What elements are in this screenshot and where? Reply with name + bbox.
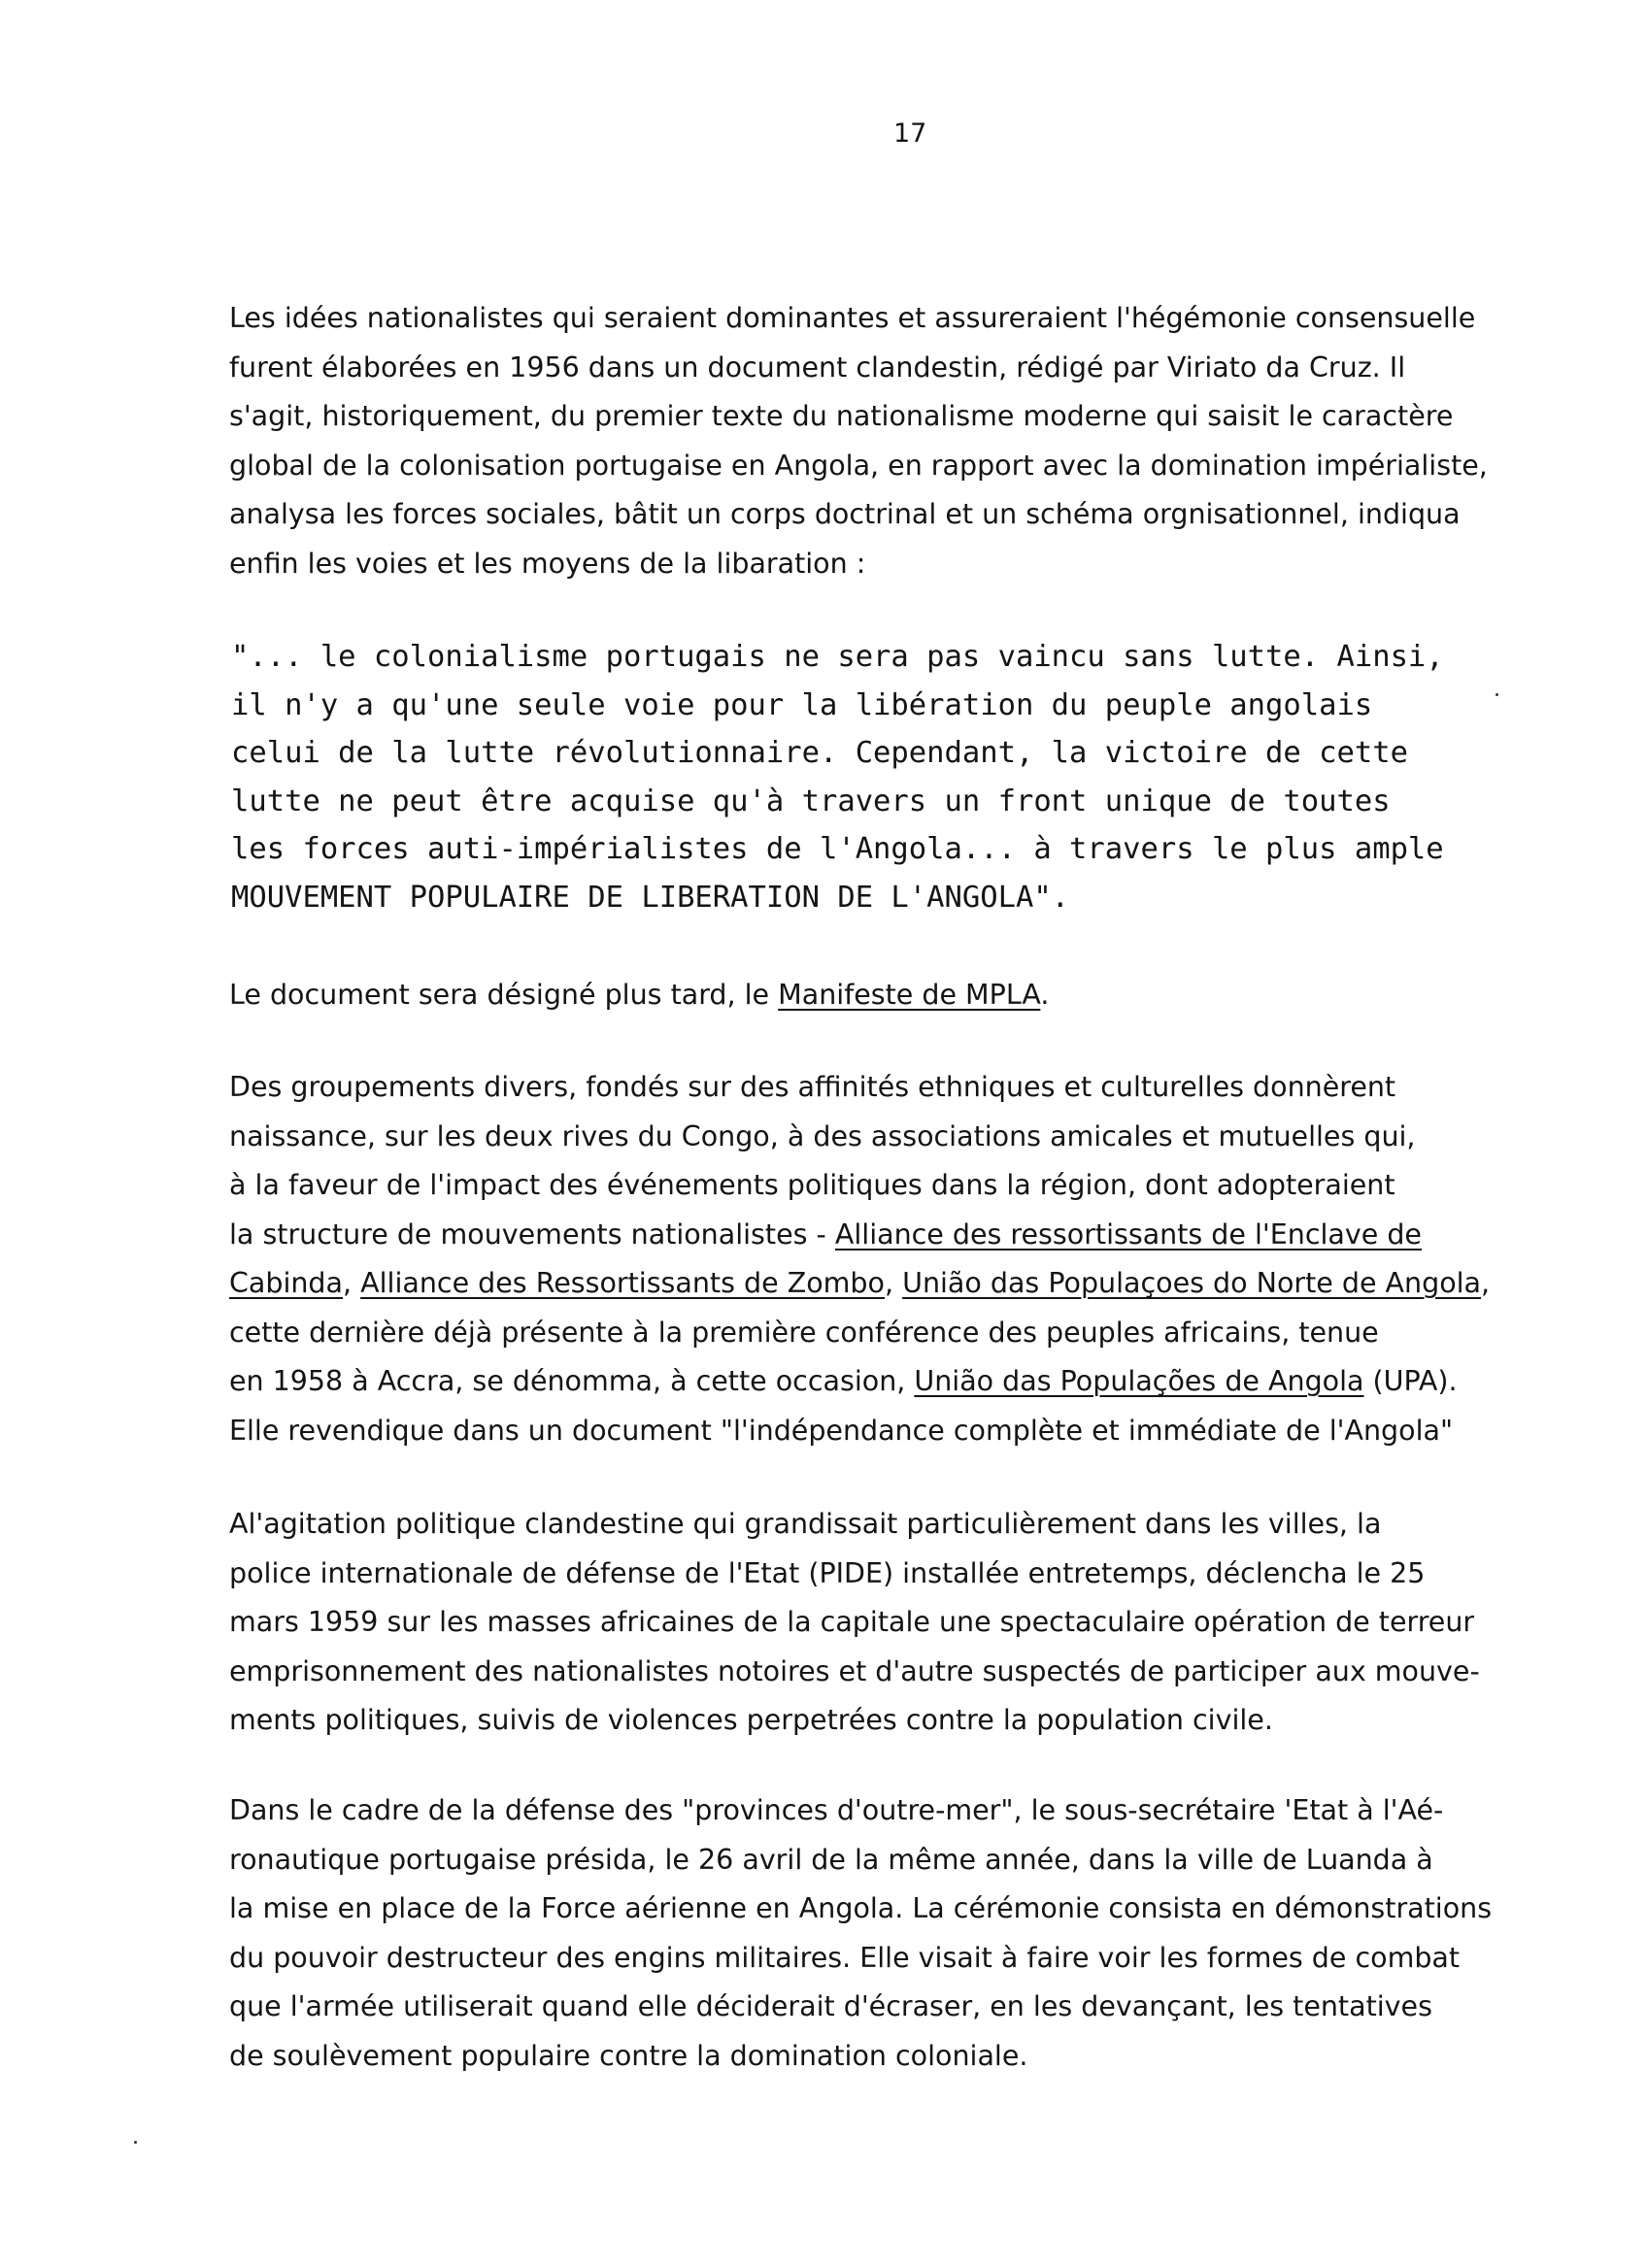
manifesto-quote [231,633,1591,921]
text-line [229,971,1579,1020]
scan-speck [134,2141,137,2144]
text-line: naissance, sur les deux rives du Congo, à des associations amicales et mutuelles qui, [229,1119,1416,1152]
quote-line: lutte ne peut être acquise qu'à travers un front unique de toutes [231,784,1391,818]
text-line: Des groupements divers, fondés sur des affinités ethniques et culturelles donnèrent [229,1071,1396,1103]
text-line: de soulèvement populaire contre la domination coloniale. [229,2039,1028,2072]
text-line: emprisonnement des nationalistes notoires et d'autre suspectés de participer aux mouve- [229,1654,1480,1687]
underlined-alliance-zombo: Alliance des Ressortissants de Zombo [360,1267,885,1299]
paragraph-groupements [229,1063,1579,1455]
paragraph-force-aerienne [229,1786,1579,2081]
text-line: ments politiques, suivis de violences perpetrées contre la population civile. [229,1704,1273,1736]
paragraph-pide [229,1500,1579,1746]
quote-line: celui de la lutte révolutionnaire. Cependant, la victoire de cette [231,736,1408,770]
text-fragment: , [1481,1267,1491,1299]
quote-line: MOUVEMENT POPULAIRE DE LIBERATION DE L'ANGOLA". [231,880,1070,915]
text-fragment: la structure de mouvements nationalistes - [229,1217,835,1251]
text-line: Dans le cadre de la défense des "provinces d'outre-mer", le sous-secrétaire 'Etat à l'Aé- [229,1794,1444,1826]
text-fragment: Le document sera désigné plus tard, le [229,979,779,1011]
text-line: Les idées nationalistes qui seraient dominantes et assureraient l'hégémonie consensuelle [229,302,1476,334]
text-line: ronautique portugaise présida, le 26 avril de la même année, dans la ville de Luanda à [229,1843,1433,1876]
paragraph-nationalist-ideas [229,294,1579,588]
text-line: analysa les forces sociales, bâtit un corps doctrinal et un schéma orgnisationnel, indiqua [229,498,1461,530]
text-line: Al'agitation politique clandestine qui grandissait particulièrement dans les villes, la [229,1508,1382,1540]
text-line [229,1357,1579,1407]
quote-line: "... le colonialisme portugais ne sera pas vaincu sans lutte. Ainsi, [231,640,1444,674]
text-fragment: . [1040,979,1050,1011]
text-fragment: , [884,1267,903,1299]
text-line [229,1259,1579,1309]
scan-speck [1496,693,1498,696]
text-line: global de la colonisation portugaise en Angola, en rapport avec la domination impérialiste, [229,449,1488,482]
text-line: du pouvoir destructeur des engins militaires. Elle visait à faire voir les formes de combat [229,1941,1461,1974]
text-line: police internationale de défense de l'Etat (PIDE) installée entretemps, déclencha le 25 [229,1556,1426,1589]
text-fragment: en 1958 à Accra, se dénomma, à cette occasion, [229,1365,915,1397]
underlined-upa: União das Populações de Angola [914,1365,1364,1397]
text-line: que l'armée utiliserait quand elle déciderait d'écraser, en les devançant, les tentatives [229,1990,1432,2022]
underlined-cabinda: Cabinda [229,1267,343,1299]
text-line: à la faveur de l'impact des événements politiques dans la région, dont adopteraient [229,1169,1395,1201]
underlined-upna: União das Populaçoes do Norte de Angola [902,1267,1482,1299]
text-fragment: , [343,1267,361,1299]
text-line: s'agit, historiquement, du premier texte du nationalisme moderne qui saisit le caractère [229,400,1454,432]
underlined-alliance-cabinda: Alliance des ressortissants de l'Enclave de [834,1217,1422,1251]
text-line: furent élaborées en 1956 dans un document clandestin, rédigé par Viriato da Cruz. Il [229,350,1406,384]
quote-line: les forces auti-impérialistes de l'Angola... à travers le plus ample [231,832,1444,866]
page-number: 17 [893,118,927,149]
text-line: mars 1959 sur les masses africaines de la capitale une spectaculaire opération de terreur [229,1606,1475,1638]
quote-line: il n'y a qu'une seule voie pour la libération du peuple angolais [231,687,1373,722]
paragraph-manifesto [229,971,1579,1020]
text-line: cette dernière déjà présente à la première conférence des peuples africains, tenue [229,1316,1379,1349]
text-fragment: (UPA). [1363,1365,1458,1397]
underlined-title-manifeste: Manifeste de MPLA [778,979,1041,1011]
text-line: enfin les voies et les moyens de la libaration : [229,547,866,580]
text-line [229,1211,1579,1260]
text-line: Elle revendique dans un document "l'indépendance complète et immédiate de l'Angola" [229,1414,1454,1447]
text-line: la mise en place de la Force aérienne en Angola. La cérémonie consista en démonstrations [229,1892,1493,1924]
